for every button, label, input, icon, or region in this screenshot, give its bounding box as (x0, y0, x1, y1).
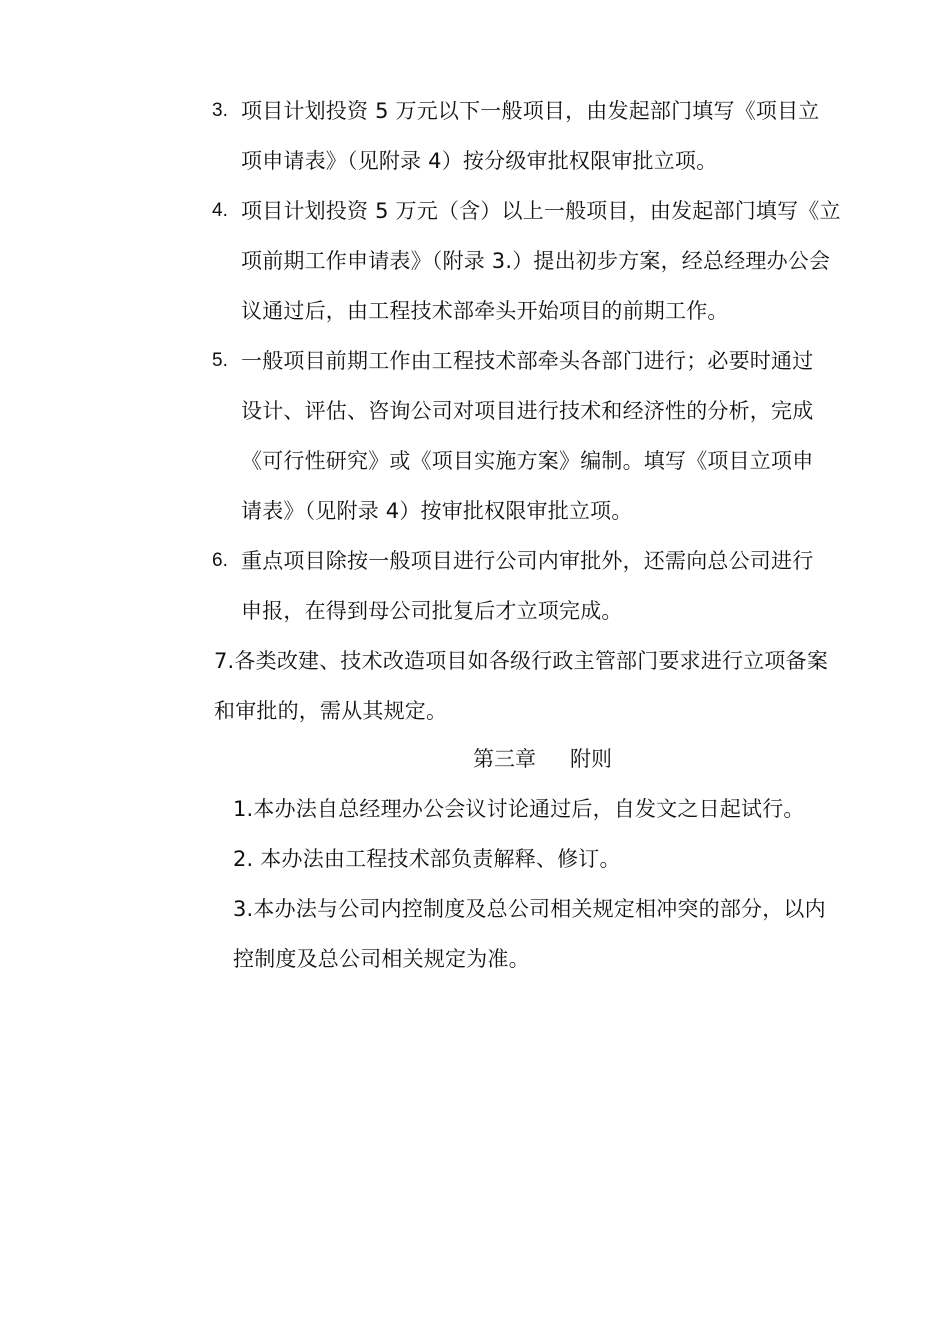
appendix-text-line: 1.本办法自总经理办公会议讨论通过后，自发文之日起试行。 (233, 797, 805, 821)
appendix-text-line: 3.本办法与公司内控制度及总公司相关规定相冲突的部分，以内 (233, 897, 826, 921)
appendix-text-line: 控制度及总公司相关规定为准。 (233, 947, 530, 971)
chapter-heading (473, 744, 612, 774)
list-item-text-line: 请表》（见附录 4）按审批权限审批立项。 (241, 499, 633, 523)
list-item-text-line: 项申请表》（见附录 4）按分级审批权限审批立项。 (241, 149, 718, 173)
list-item-number: 3. (212, 100, 228, 121)
list-item-text-line: 项前期工作申请表》（附录 3.）提出初步方案，经总经理办公会 (241, 249, 831, 273)
list-item-text-line: 项目计划投资 5 万元以下一般项目，由发起部门填写《项目立 (241, 99, 820, 123)
appendix-text-line: 2. 本办法由工程技术部负责解释、修订。 (233, 847, 621, 871)
list-item-text-line: 一般项目前期工作由工程技术部牵头各部门进行；必要时通过 (241, 349, 814, 373)
list-item-text-line: 项目计划投资 5 万元（含）以上一般项目，由发起部门填写《立 (241, 199, 841, 223)
list-item-text-line: 重点项目除按一般项目进行公司内审批外，还需向总公司进行 (241, 549, 814, 573)
list-item-number: 5. (212, 350, 228, 371)
list-item-text-line: 《可行性研究》或《项目实施方案》编制。填写《项目立项申 (241, 449, 814, 473)
chapter-subtitle: 附则 (570, 747, 612, 771)
paragraph-line: 和审批的，需从其规定。 (214, 699, 448, 723)
chapter-title: 第三章 (473, 747, 536, 771)
list-item-text-line: 议通过后，由工程技术部牵头开始项目的前期工作。 (241, 299, 729, 323)
list-item-text-line: 设计、评估、咨询公司对项目进行技术和经济性的分析，完成 (241, 399, 814, 423)
list-item-text-line: 申报，在得到母公司批复后才立项完成。 (241, 599, 623, 623)
list-item-number: 6. (212, 550, 228, 571)
paragraph-line: 7.各类改建、技术改造项目如各级行政主管部门要求进行立项备案 (214, 649, 829, 673)
list-item-number: 4. (212, 200, 228, 221)
